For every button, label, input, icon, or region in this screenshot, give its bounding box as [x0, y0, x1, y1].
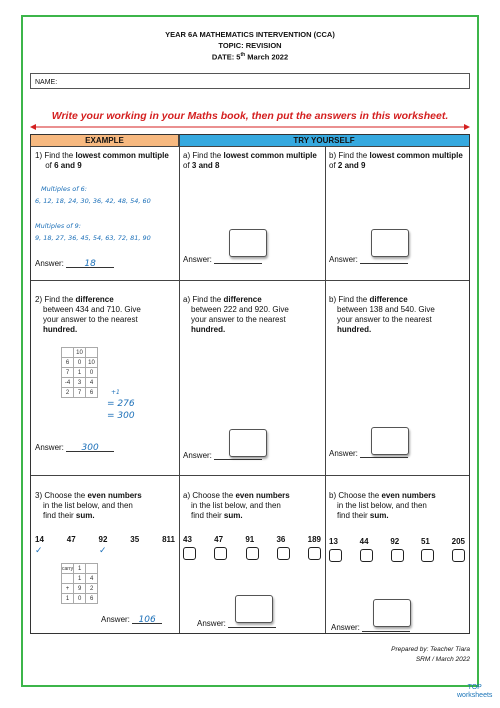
q3-example-number-list: 14 47 92 35 811 — [35, 535, 175, 544]
q3a-checkbox[interactable] — [277, 547, 290, 560]
example-column-header: EXAMPLE — [31, 135, 179, 147]
q3b-answer: Answer: — [331, 623, 410, 632]
q1a-answer-box[interactable] — [229, 229, 267, 257]
q3b-selection-boxes — [329, 549, 465, 562]
q2a-question: a) Find the difference between 222 and 920. Give your answer to the nearest hundred. — [183, 295, 289, 334]
q3a-checkbox[interactable] — [246, 547, 259, 560]
double-arrow-icon — [30, 123, 470, 131]
q3a-checkbox[interactable] — [308, 547, 321, 560]
q3b-checkbox[interactable] — [329, 549, 342, 562]
q1b-answer-box[interactable] — [371, 229, 409, 257]
q2b-question: b) Find the difference between 138 and 540. Give your answer to the nearest hundred. — [329, 295, 435, 334]
round-carry: +1 — [111, 389, 120, 396]
column-divider — [179, 135, 180, 633]
q3a-checkbox[interactable] — [214, 547, 227, 560]
q3a-question: a) Choose the even numbers in the list below, and then find their sum. — [183, 491, 290, 520]
prepared-by: Prepared by: Teacher Tiara — [391, 646, 470, 653]
round-step-2: = 300 — [107, 411, 135, 421]
checkmark-icon: ✓ — [99, 545, 107, 555]
topic-line: TOPIC: REVISION — [218, 41, 282, 50]
q3b-checkbox[interactable] — [391, 549, 404, 562]
q2-example-answer: Answer: 300 — [35, 443, 114, 452]
topworksheets-logo: TOP worksheets — [457, 684, 493, 699]
q3b-checkbox[interactable] — [360, 549, 373, 562]
subtraction-working-grid: 10 6 0 10 7 1 0 -4 3 4 2 7 6 — [61, 347, 98, 398]
date-line: DATE: 5th March 2022 — [211, 52, 289, 62]
name-label: NAME: — [35, 79, 58, 86]
multiples-of-6-title: Multiples of 6: — [41, 185, 87, 193]
q1a-answer: Answer: — [183, 255, 262, 264]
q2a-answer: Answer: — [183, 451, 262, 460]
title-line: YEAR 6A MATHEMATICS INTERVENTION (CCA) — [165, 30, 335, 39]
q3-example-answer: Answer: 106 — [101, 615, 162, 624]
column-divider — [325, 147, 326, 633]
multiples-of-9-title: Multiples of 9: — [35, 222, 81, 230]
q2-example-question: 2) Find the difference between 434 and 710. Give your answer to the nearest hundred. — [35, 295, 141, 334]
row-divider — [31, 475, 469, 476]
name-field[interactable] — [30, 73, 470, 89]
worksheet-table — [30, 134, 470, 634]
q1b-answer: Answer: — [329, 255, 408, 264]
q3a-answer: Answer: — [197, 619, 276, 628]
try-yourself-column-header: TRY YOURSELF — [179, 135, 469, 147]
multiples-of-6-list: 6, 12, 18, 24, 30, 36, 42, 48, 54, 60 — [35, 197, 151, 205]
row-divider — [31, 280, 469, 281]
q1-example-answer: Answer: 18 — [35, 259, 114, 268]
addition-working-grid: carry 1 1 4 + 9 2 1 0 6 — [61, 563, 98, 604]
checkmark-icon: ✓ — [35, 545, 43, 555]
q3b-question: b) Choose the even numbers in the list below, and then find their sum. — [329, 491, 436, 520]
q3b-number-list: 13 44 92 51 205 — [329, 537, 465, 546]
q1-example-question: 1) Find the lowest common multiple of 6 and 9 — [35, 151, 169, 170]
multiples-of-9-list: 9, 18, 27, 36, 45, 54, 63, 72, 81, 90 — [35, 234, 151, 242]
q1b-question: b) Find the lowest common multiple of 2 and 9 — [329, 151, 463, 170]
instruction-text: Write your working in your Maths book, then put the answers in this worksheet. — [51, 110, 449, 122]
q2b-answer: Answer: — [329, 449, 408, 458]
round-step-1: = 276 — [107, 399, 135, 409]
q3a-selection-boxes — [183, 547, 321, 560]
q3a-checkbox[interactable] — [183, 547, 196, 560]
q3a-number-list: 43 47 91 36 189 — [183, 535, 321, 544]
q1a-question: a) Find the lowest common multiple of 3 and 8 — [183, 151, 317, 170]
q3b-checkbox[interactable] — [452, 549, 465, 562]
reference: SRM / March 2022 — [415, 656, 470, 663]
q3b-checkbox[interactable] — [421, 549, 434, 562]
q3-example-question: 3) Choose the even numbers in the list below, and then find their sum. — [35, 491, 142, 520]
